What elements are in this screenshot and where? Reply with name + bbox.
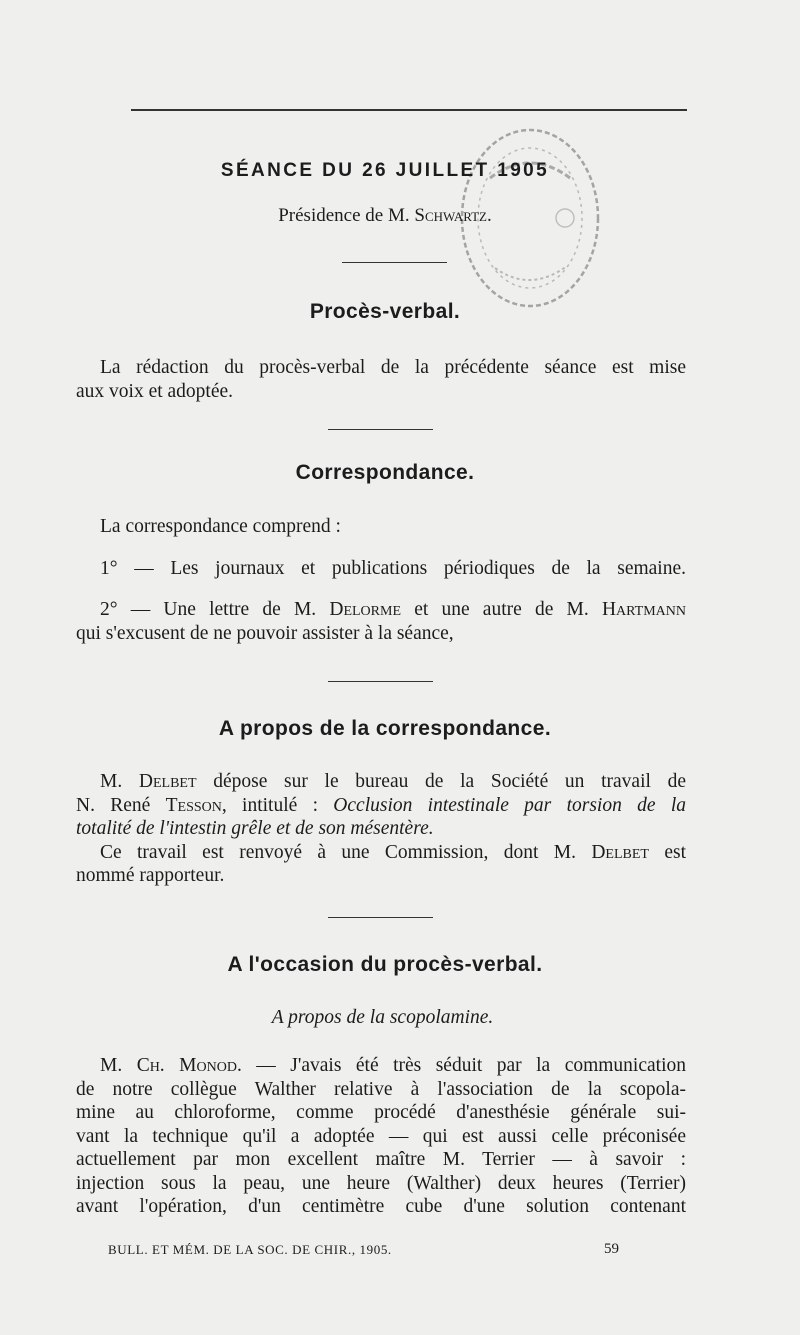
president-name: Schwartz (414, 205, 487, 226)
text-line: La rédaction du procès-verbal de la précédente séance est mise (100, 357, 686, 378)
section-rule (328, 429, 433, 430)
correspondance-intro (76, 515, 686, 539)
text-line (76, 1054, 686, 1078)
text-line: actuellement par mon excellent maître M. Terrier — à savoir : (76, 1149, 686, 1170)
person-name: Tesson (165, 794, 222, 816)
text-line: vant la technique qu'il a adoptée — qui est aussi celle préconisée (76, 1125, 686, 1147)
page-number: 59 (604, 1241, 619, 1257)
occasion-title: A l'occasion du procès-verbal. (227, 953, 543, 976)
text-run: , intitulé : (221, 794, 334, 816)
a-propos-correspondance-text (76, 770, 686, 888)
text-run: 2° — Une lettre de M. (100, 599, 330, 620)
presidence-prefix: Présidence de M. (278, 205, 415, 226)
text-line: de notre collègue Walther relative à l'association de la scopola- (76, 1078, 686, 1100)
text-line: injection sous la peau, une heure (Walther) deux heures (Terrier) (76, 1172, 686, 1194)
person-name: Delorme (329, 599, 401, 620)
text-run: M. (100, 1055, 137, 1076)
text-run: dépose sur le bureau de la Société un travail de (196, 771, 686, 792)
text-line (76, 794, 686, 818)
person-name: Delbet (591, 841, 649, 863)
proces-verbal-text (76, 356, 686, 403)
work-title: Occlusion intestinale par torsion de la (333, 794, 686, 816)
text-line (76, 770, 686, 794)
text-line (76, 598, 686, 622)
text-line: La correspondance comprend : (100, 516, 341, 537)
person-name: Hartmann (601, 599, 686, 620)
text-line: qui s'excusent de ne pouvoir assister à la séance, (76, 622, 454, 644)
section-rule (342, 262, 447, 263)
person-name: Delbet (138, 771, 197, 792)
presidence-line (0, 205, 770, 227)
top-rule (131, 109, 687, 111)
a-propos-correspondance-title: A propos de la correspondance. (218, 717, 552, 740)
text-line: nommé rapporteur. (76, 865, 225, 886)
text-run: et une autre de M. (401, 599, 602, 620)
correspondance-item-2 (76, 598, 686, 645)
person-name: Ch. Monod (136, 1055, 237, 1076)
text-line: mine au chloroforme, comme procédé d'anesthésie générale sui- (76, 1102, 686, 1123)
seance-title: SÉANCE DU 26 JUILLET 1905 (220, 160, 550, 181)
text-run: est (648, 841, 686, 863)
correspondance-title: Correspondance. (295, 461, 475, 484)
text-line (76, 841, 686, 865)
work-title: totalité de l'intestin grêle et de son mésentère. (76, 818, 434, 839)
presidence-suffix: . (487, 205, 492, 226)
text-line: 1° — Les journaux et publications périodiques de la semaine. (100, 558, 686, 579)
proces-verbal-title: Procès-verbal. (309, 300, 461, 323)
text-line: aux voix et adoptée. (76, 380, 234, 402)
occasion-text (76, 1054, 686, 1219)
text-run: M. (100, 771, 139, 792)
text-run: N. René (76, 794, 166, 816)
correspondance-item-1 (76, 557, 686, 581)
footer-citation: BULL. ET MÉM. DE LA SOC. DE CHIR., 1905. (108, 1242, 392, 1257)
occasion-subtitle: A propos de la scopolamine. (271, 1007, 494, 1028)
text-run: . — J'avais été très séduit par la communication (236, 1055, 686, 1076)
text-line: avant l'opération, d'un centimètre cube d'une solution contenant (76, 1196, 686, 1217)
section-rule (328, 681, 433, 682)
section-rule (328, 917, 433, 918)
text-run: Ce travail est renvoyé à une Commission, dont M. (100, 841, 592, 863)
